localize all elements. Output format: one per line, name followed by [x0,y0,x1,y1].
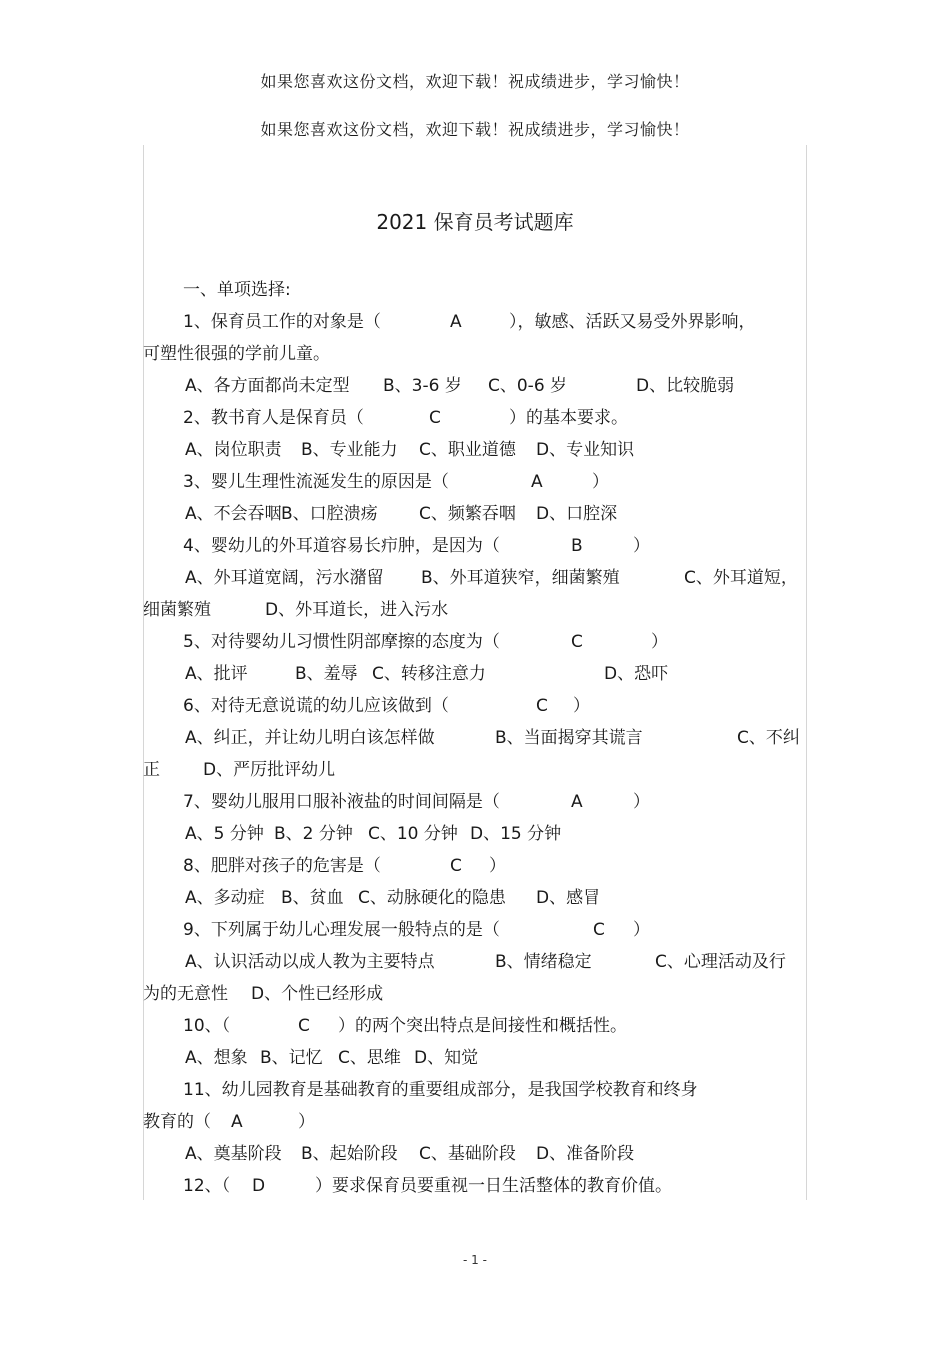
doc-text-segment: D、专业知识 [536,440,635,460]
doc-text-segment: 6、对待无意说谎的幼儿应该做到（ [183,696,449,716]
doc-text-segment: A [571,792,583,812]
doc-text-segment: ），敏感、活跃又易受外界影响， [509,312,756,332]
doc-line [143,530,805,562]
doc-line [143,498,805,530]
doc-text-segment: 2、教书育人是保育员（ [183,408,364,428]
doc-text-segment: ） [651,632,668,652]
doc-text-segment: D [252,1176,266,1196]
doc-text-segment: B、贫血 [281,888,344,908]
doc-text-segment: 5、对待婴幼儿习惯性阴部摩擦的态度为（ [183,632,500,652]
doc-text-segment: A [231,1112,243,1132]
doc-line [143,338,805,370]
doc-text-segment: D、外耳道长，进入污水 [265,600,449,620]
doc-text-segment: D、准备阶段 [536,1144,635,1164]
download-banner-repeat: 如果您喜欢这份文档，欢迎下载！祝成绩进步，学习愉快！ [260,120,690,139]
doc-text-segment: C、不纠 [737,728,800,748]
doc-text-segment: 10、（ [183,1016,231,1036]
doc-text-segment: ）的基本要求。 [509,408,628,428]
doc-text-segment: A、5 分钟 [185,824,264,844]
doc-text-segment: D、个性已经形成 [251,984,384,1004]
doc-text-segment: ） [489,856,506,876]
doc-text-segment: D、15 分钟 [470,824,562,844]
doc-line [143,882,805,914]
doc-text-segment: B、3-6 岁 [383,376,462,396]
doc-text-segment: C [593,920,605,940]
doc-text-segment: C、0-6 岁 [488,376,568,396]
doc-line [143,850,805,882]
doc-text-segment: 7、婴幼儿服用口服补液盐的时间间隔是（ [183,792,500,812]
doc-text-segment: C、外耳道短， [684,568,798,588]
doc-text-segment: D、严厉批评幼儿 [203,760,336,780]
doc-text-segment: 细菌繁殖 [143,600,211,620]
doc-text-segment: 可塑性很强的学前儿童。 [143,344,330,364]
doc-text-segment: 8、肥胖对孩子的危害是（ [183,856,381,876]
doc-text-segment: A、纠正，并让幼儿明白该怎样做 [185,728,435,748]
doc-text-segment: 正 [143,760,160,780]
doc-text-segment: C、转移注意力 [372,664,486,684]
doc-line [143,274,805,306]
doc-text-segment: A、各方面都尚未定型 [185,376,350,396]
doc-text-segment: C [298,1016,310,1036]
document-title: 2021 保育员考试题库 [376,210,574,234]
doc-text-segment: C、10 分钟 [368,824,458,844]
right-margin-rule [806,145,807,1200]
doc-text-segment: A、奠基阶段 [185,1144,282,1164]
doc-text-segment: 3、婴儿生理性流涎发生的原因是（ [183,472,449,492]
doc-text-segment: B [571,536,583,556]
doc-line [143,306,805,338]
doc-line [143,818,805,850]
doc-line [143,658,805,690]
doc-line [143,1010,805,1042]
doc-text-segment: C、动脉硬化的隐患 [358,888,506,908]
doc-text-segment: ） [633,920,650,940]
doc-text-segment: B、口腔溃疡 [281,504,378,524]
doc-line [143,946,805,978]
doc-line [143,434,805,466]
doc-line [143,626,805,658]
doc-text-segment: ）的两个突出特点是间接性和概括性。 [338,1016,627,1036]
doc-line [143,1106,805,1138]
doc-text-segment: D、知觉 [414,1048,479,1068]
doc-text-segment: 9、下列属于幼儿心理发展一般特点的是（ [183,920,500,940]
doc-line [143,914,805,946]
doc-text-segment: C [571,632,583,652]
doc-text-segment: D、恐吓 [604,664,669,684]
doc-text-segment: 11、幼儿园教育是基础教育的重要组成部分，是我国学校教育和终身 [183,1080,698,1100]
doc-line [143,722,805,754]
doc-text-segment: D、口腔深 [536,504,618,524]
doc-line [143,594,805,626]
doc-text-segment: B、羞辱 [295,664,358,684]
doc-text-segment: C、频繁吞咽 [419,504,516,524]
doc-text-segment: C、职业道德 [419,440,516,460]
doc-text-segment: 教育的（ [143,1112,211,1132]
doc-text-segment: ） [633,536,650,556]
doc-text-segment: D、感冒 [536,888,601,908]
doc-text-segment: B、外耳道狭窄，细菌繁殖 [421,568,620,588]
doc-line [143,978,805,1010]
doc-text-segment: 1、保育员工作的对象是（ [183,312,381,332]
doc-line [143,466,805,498]
doc-text-segment: B、专业能力 [301,440,398,460]
download-banner: 如果您喜欢这份文档，欢迎下载！祝成绩进步，学习愉快！ [260,72,690,91]
doc-line [143,754,805,786]
doc-line [143,1074,805,1106]
doc-text-segment: B、2 分钟 [274,824,353,844]
doc-line [143,1138,805,1170]
question-list [143,274,805,1202]
doc-text-segment: A、想象 [185,1048,248,1068]
doc-text-segment: B、记忆 [260,1048,323,1068]
doc-text-segment: C [536,696,548,716]
doc-text-segment: A [531,472,543,492]
doc-text-segment: A [450,312,462,332]
doc-text-segment: A、岗位职责 [185,440,282,460]
doc-text-segment: B、当面揭穿其谎言 [495,728,643,748]
doc-text-segment: ） [573,696,590,716]
doc-line [143,690,805,722]
doc-text-segment: 12、（ [183,1176,231,1196]
doc-text-segment: ） [633,792,650,812]
doc-text-segment: C [450,856,462,876]
doc-text-segment: ） [298,1112,315,1132]
doc-text-segment: C、思维 [338,1048,401,1068]
doc-text-segment: 一、单项选择: [183,280,291,300]
doc-text-segment: A、批评 [185,664,248,684]
doc-text-segment: 为的无意性 [143,984,228,1004]
doc-text-segment: C、基础阶段 [419,1144,516,1164]
doc-line [143,786,805,818]
doc-line [143,562,805,594]
doc-text-segment: A、认识活动以成人教为主要特点 [185,952,435,972]
doc-text-segment: B、情绪稳定 [495,952,592,972]
doc-text-segment: 4、婴幼儿的外耳道容易长疖肿，是因为（ [183,536,500,556]
doc-text-segment: A、外耳道宽阔，污水潴留 [185,568,384,588]
page-number: - 1 - [463,1253,487,1267]
doc-text-segment: A、多动症 [185,888,265,908]
doc-text-segment: D、比较脆弱 [636,376,735,396]
doc-text-segment: ） [592,472,609,492]
doc-line [143,370,805,402]
doc-text-segment: A、不会吞咽 [185,504,282,524]
doc-line [143,1042,805,1074]
doc-line [143,1170,805,1202]
doc-line [143,402,805,434]
doc-text-segment: C、心理活动及行 [655,952,786,972]
doc-text-segment: ）要求保育员要重视一日生活整体的教育价值。 [315,1176,672,1196]
doc-text-segment: B、起始阶段 [301,1144,398,1164]
doc-text-segment: C [429,408,441,428]
